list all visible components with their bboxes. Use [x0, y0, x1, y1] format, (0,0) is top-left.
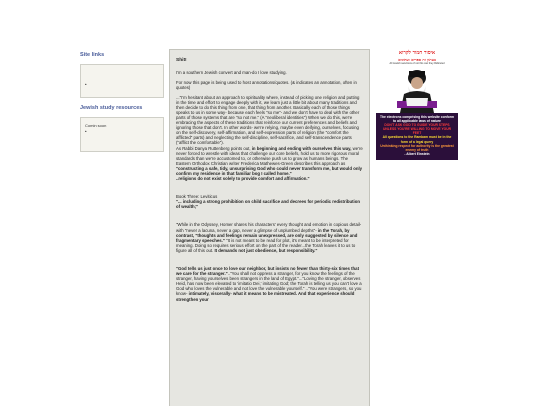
rabbi-figure-icon [394, 68, 440, 113]
ad-bottom-section [376, 113, 458, 160]
sidebar-ad-banner[interactable] [376, 49, 458, 160]
ad-line-guide-steps: DON'T ASK GOD TO GUIDE YOUR STEPS UNLESS YOU'RE WILLING TO MOVE YOUR FEET [382, 123, 451, 136]
quote-religions-comfort: ..religions do not exist solely to provide comfort and affirmation." [176, 176, 310, 182]
quote-mathewes-green: "constructing a safe, tidy, unsurprising God who could never transform me, but would only confirm my residence in that familiar bog I called home." [176, 165, 363, 176]
ad-line-rambam: All questions to the Rambam must be in the form of a legal query [382, 135, 452, 144]
ad-line-electrons: The electrons comprising this website conform to all applicable laws of nature [379, 115, 454, 124]
ad-hebrew-line-1: איסור חמור לקרוא [398, 50, 436, 56]
site-links-heading: Site links [80, 52, 105, 58]
ad-line-authority: Unthinking respect for authority is the greatest enemy of truth [380, 143, 454, 152]
odyssey-responsibility: It demands not just obedience, but responsibility." [214, 247, 318, 253]
quote-ruttenberg-bold: in beginning and ending with ourselves this way, [251, 145, 352, 151]
leviticus-section [176, 194, 363, 209]
leviticus-heading: Book Three: Leviticus [176, 194, 218, 200]
stranger-quote-bold: "God tells us just once to love our neighbor, but insists no fewer than thirty-six times that we care for the stranger." [176, 266, 360, 277]
intro-paragraph: I'm a southern Jewish convert and man-do I love studying. [176, 70, 287, 76]
main-content [170, 50, 369, 302]
stranger-body: .."You shall not oppress a stranger, for you know the feelings of the stranger, having yourselves been strangers in the land of Egypt."..."Loving the stranger, observes Heid, has now been elevated to 'imitatio Dei,' imitating God; the Torah is telling us you can't love a God who loves the vulnerable and not love the vulnerable yourself." .."You were strangers, so you know- [176, 271, 362, 297]
quote-ruttenberg-lead: As Rabbi Danya Ruttenberg points out, [176, 145, 252, 151]
odyssey-lead: "While in the Odyssey, Homer shares his characters' every thought and emotion in copious detail- with "never a lacuna, never a gap, never a glimpse of unplumbed depths"- [176, 222, 362, 233]
page-title: Shit! [176, 58, 187, 63]
purpose-paragraph: For now this page is being used to host annotations/quotes. (& indicates an annotation, often in quotes) [176, 79, 357, 90]
sidebar [80, 50, 164, 159]
stranger-visceral: intimately, viscerally- what it means to be mistreated. And that experience should strengthen your [176, 291, 355, 302]
site-links-bullet[interactable]: • [85, 82, 87, 87]
main-content-panel [169, 49, 370, 406]
study-resources-box [80, 117, 164, 152]
odyssey-paragraph [176, 222, 363, 253]
site-links-box [80, 64, 164, 98]
odyssey-torah-bold: in the Torah, by contrast, "thoughts and feelings remain unexpressed, are only suggested by silence and fragmentary speeches." [176, 227, 358, 243]
leviticus-quote: "... including a strong prohibition on child sacrifice and decrees for periodic redistribution of wealth;" [176, 199, 360, 210]
odyssey-body: "It is not meant to be read for plot, it's meant to be interpreted for meaning. Doing so requires serious effort on the part of the reader...the Torah leaves it to us to figure all of this out. [176, 237, 356, 253]
quote-spirituality-text: ..."I'm hesitant about an approach to spirituality where, instead of picking one religion and putting in the time and effort to engage deeply with it, we learn just a little bit about many traditions and then decide to do this thing from one, that thing from another. Basically each of those things speaks to us in some way- because each feels "so me"- and we don't have to deal with the other parts of those systems that are "so not me." (A "neoliberal identities") When we do this, we're embracing the aspects of these traditions that reinforce our current preferences and beliefs and ignoring those that don't. In other words- we're relying, maybe even deifying, ourselves, focusing on the self-discovery, self-affirmation, and self-expression parts of religion (the "comfort the afflicted" parts) and neglecting the self-discipline, self-sacrifice, and self-transcendence parts ("afflict the comfortable"). [176, 94, 360, 146]
study-resources-heading: Jewish study resources [80, 105, 143, 111]
ad-line-einstein: - Albert Einstein [404, 151, 430, 156]
stranger-paragraph [176, 266, 363, 302]
ad-top-section [376, 49, 458, 113]
ad-hebrew-line-2: בעתון זה ספרים ועתונים [398, 57, 436, 62]
study-item-label: Comin soon [85, 123, 107, 128]
quote-ruttenberg-body: we're never forced to wrestle with ideas that challenge our core beliefs, hold us to more rigorous moral standards than we're accustomed to, or otherwise push us to grow as humans beings. The Eastern Orthodox Christian writer Frederica Mathewes-Green describes this approach as [176, 145, 363, 166]
quote-spirituality [176, 95, 363, 182]
ad-subtitle: All Jewish sanctions of not this can they Ridiculed [389, 62, 445, 65]
study-bullet[interactable]: • [85, 129, 87, 134]
